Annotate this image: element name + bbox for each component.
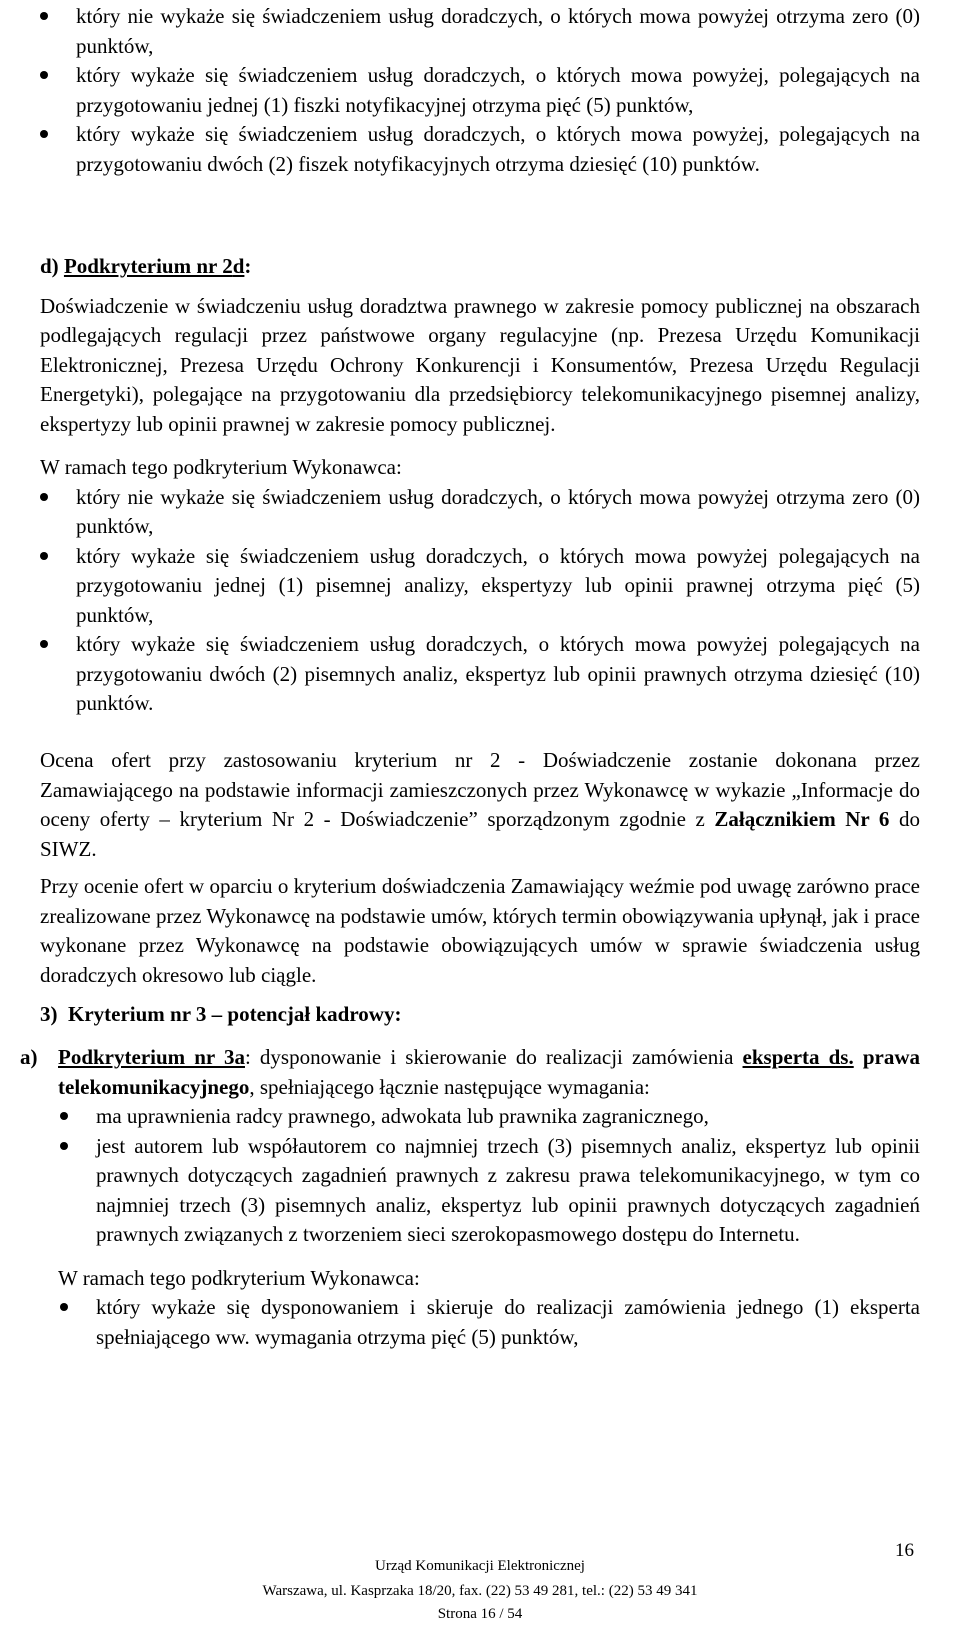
bullet-icon [40, 493, 48, 501]
bullet-icon [60, 1142, 68, 1150]
bullet-icon [60, 1303, 68, 1311]
bullet-icon [40, 12, 48, 20]
subcriterion-2d [40, 252, 920, 719]
criterion-3-heading: 3) Kryterium nr 3 – potencjał kadrowy: [40, 1002, 402, 1026]
bullet-icon [40, 130, 48, 138]
list-item: który wykaże się dysponowaniem i skieruje do realizacji zamówienia jednego (1) eksperta spełniającego ww. wymagania otrzyma pięć (5) punktów, [20, 1293, 920, 1352]
subcriterion-3a-requirements [20, 1102, 920, 1250]
list-item: który wykaże się świadczeniem usług doradczych, o których mowa powyżej, polegających na przygotowaniu jednej (1) fiszki notyfikacyjnej otrzyma pięć (5) punktów, [40, 61, 920, 120]
subcriterion-3a-paragraph: Podkryterium nr 3a: dysponowanie i skierowanie do realizacji zamówienia eksperta ds. prawa telekomunikacyjnego, spełniającego łącznie następujące wymagania: [58, 1045, 921, 1099]
list-item: jest autorem lub współautorem co najmniej trzech (3) pisemnych analiz, ekspertyz lub opinii prawnych dotyczących zagadnień prawnych z zakresu prawa telekomunikacyjnego, w tym co najmniej trzech (3) pisemnych analiz, ekspertyz lub opinii prawnych dotyczących zagadnień prawnych związanych z tworzeniem sieci szerokopasmowego dostępu do Internetu. [20, 1132, 920, 1250]
bullet-icon [40, 640, 48, 648]
list-item: który wykaże się świadczeniem usług doradczych, o których mowa powyżej polegających na przygotowaniu jednej (1) pisemnej analizy, ekspertyzy lub opinii prawnej otrzyma pięć (5) punktów, [40, 542, 920, 631]
subcriterion-2d-paragraph: Doświadczenie w świadczeniu usług doradztwa prawnego w zakresie pomocy publicznej na obszarach podlegających regulacji przez państwowe organy regulacyjne (np. Prezesa Urzędu Komunikacji Elektronicznej, Prezesa Urzędu Ochrony Konkurencji i Konsumentów, Prezesa Urzędu Regulacji Energetyki), polegające na przygotowaniu dla przedsiębiorcy telekomunikacyjnego pisemnej analizy, ekspertyzy lub opinii prawnej w zakresie pomocy publicznej. [40, 293, 920, 436]
subcriterion-2d-intro: W ramach tego podkryterium Wykonawca: [40, 455, 402, 479]
subcriterion-3a-list [20, 1293, 920, 1352]
bullet-icon [40, 71, 48, 79]
footer-page-label: Strona 16 / 54 [437, 1606, 523, 1622]
list-item: który wykaże się świadczeniem usług doradczych, o których mowa powyżej polegających na przygotowaniu dwóch (2) pisemnych analiz, ekspertyz lub opinii prawnych otrzyma dziesięć (10) punktów. [40, 630, 920, 719]
list-item: ma uprawnienia radcy prawnego, adwokata lub prawnika zagranicznego, [20, 1102, 920, 1132]
list-item: który nie wykaże się świadczeniem usług doradczych, o których mowa powyżej otrzyma zero (0) punktów, [40, 2, 920, 61]
page-number: 16 [895, 1540, 914, 1561]
bullet-icon [40, 552, 48, 560]
footer-address: Warszawa, ul. Kasprzaka 18/20, fax. (22) 53 49 281, tel.: (22) 53 49 341 [262, 1583, 698, 1599]
list-item: który wykaże się świadczeniem usług doradczych, o których mowa powyżej, polegających na przygotowaniu dwóch (2) fiszek notyfikacyjnych otrzyma dziesięć (10) punktów. [40, 120, 920, 179]
subcriterion-2d-list [40, 483, 920, 719]
top-bullet-list [40, 2, 920, 179]
subcriterion-3a-intro: W ramach tego podkryterium Wykonawca: [58, 1265, 420, 1290]
footer-org: Urząd Komunikacji Elektronicznej [375, 1558, 585, 1574]
subcriterion-3a: a) Podkryterium nr 3a: dysponowanie i skierowanie do realizacji zamówienia eksperta ds. prawa telekomunikacyjnego, spełniającego łącznie następujące wymagania: ma uprawnienia radcy prawnego, adwokata lub prawnika zagranicznego, jest autorem lub współautorem co najmniej trzech (3) pisemnych analiz, ekspertyz lub opinii prawnych dotyczących zagadnień prawnych z zakresu prawa telekomunikacyjnego, w tym co najmniej trzech (3) pisemnych analiz, ekspertyz lub opinii prawnych dotyczących zagadnień prawnych związanych z tworzeniem sieci szerokopasmowego dostępu do Internetu. W ramach tego podkryterium Wykonawca: który wykaże się dysponowaniem i skieruje do realizacji zamówienia jednego (1) eksperta spełniającego ww. wymagania otrzyma pięć (5) punktów, [20, 1043, 920, 1352]
bullet-icon [60, 1112, 68, 1120]
subcriterion-2d-heading: d) Podkryterium nr 2d: [40, 254, 252, 278]
evaluation-paragraph: Ocena ofert przy zastosowaniu kryterium nr 2 - Doświadczenie zostanie dokonana przez Zamawiającego na podstawie informacji zamieszczonych przez Wykonawcę w wykazie „Informacje do oceny oferty – kryterium Nr 2 - Doświadczenie” sporządzonym zgodnie z Załącznikiem Nr 6 do SIWZ. [40, 748, 921, 861]
experience-paragraph: Przy ocenie ofert w oparciu o kryterium doświadczenia Zamawiający weźmie pod uwagę zarówno prace zrealizowane przez Wykonawcę na podstawie umów, których termin obowiązywania upłynął, jak i prace wykonane przez Wykonawcę na podstawie obowiązujących umów w sprawie świadczenia usług doradczych okresowo lub ciągle. [40, 874, 920, 987]
list-item: który nie wykaże się świadczeniem usług doradczych, o których mowa powyżej otrzyma zero (0) punktów, [40, 483, 920, 542]
